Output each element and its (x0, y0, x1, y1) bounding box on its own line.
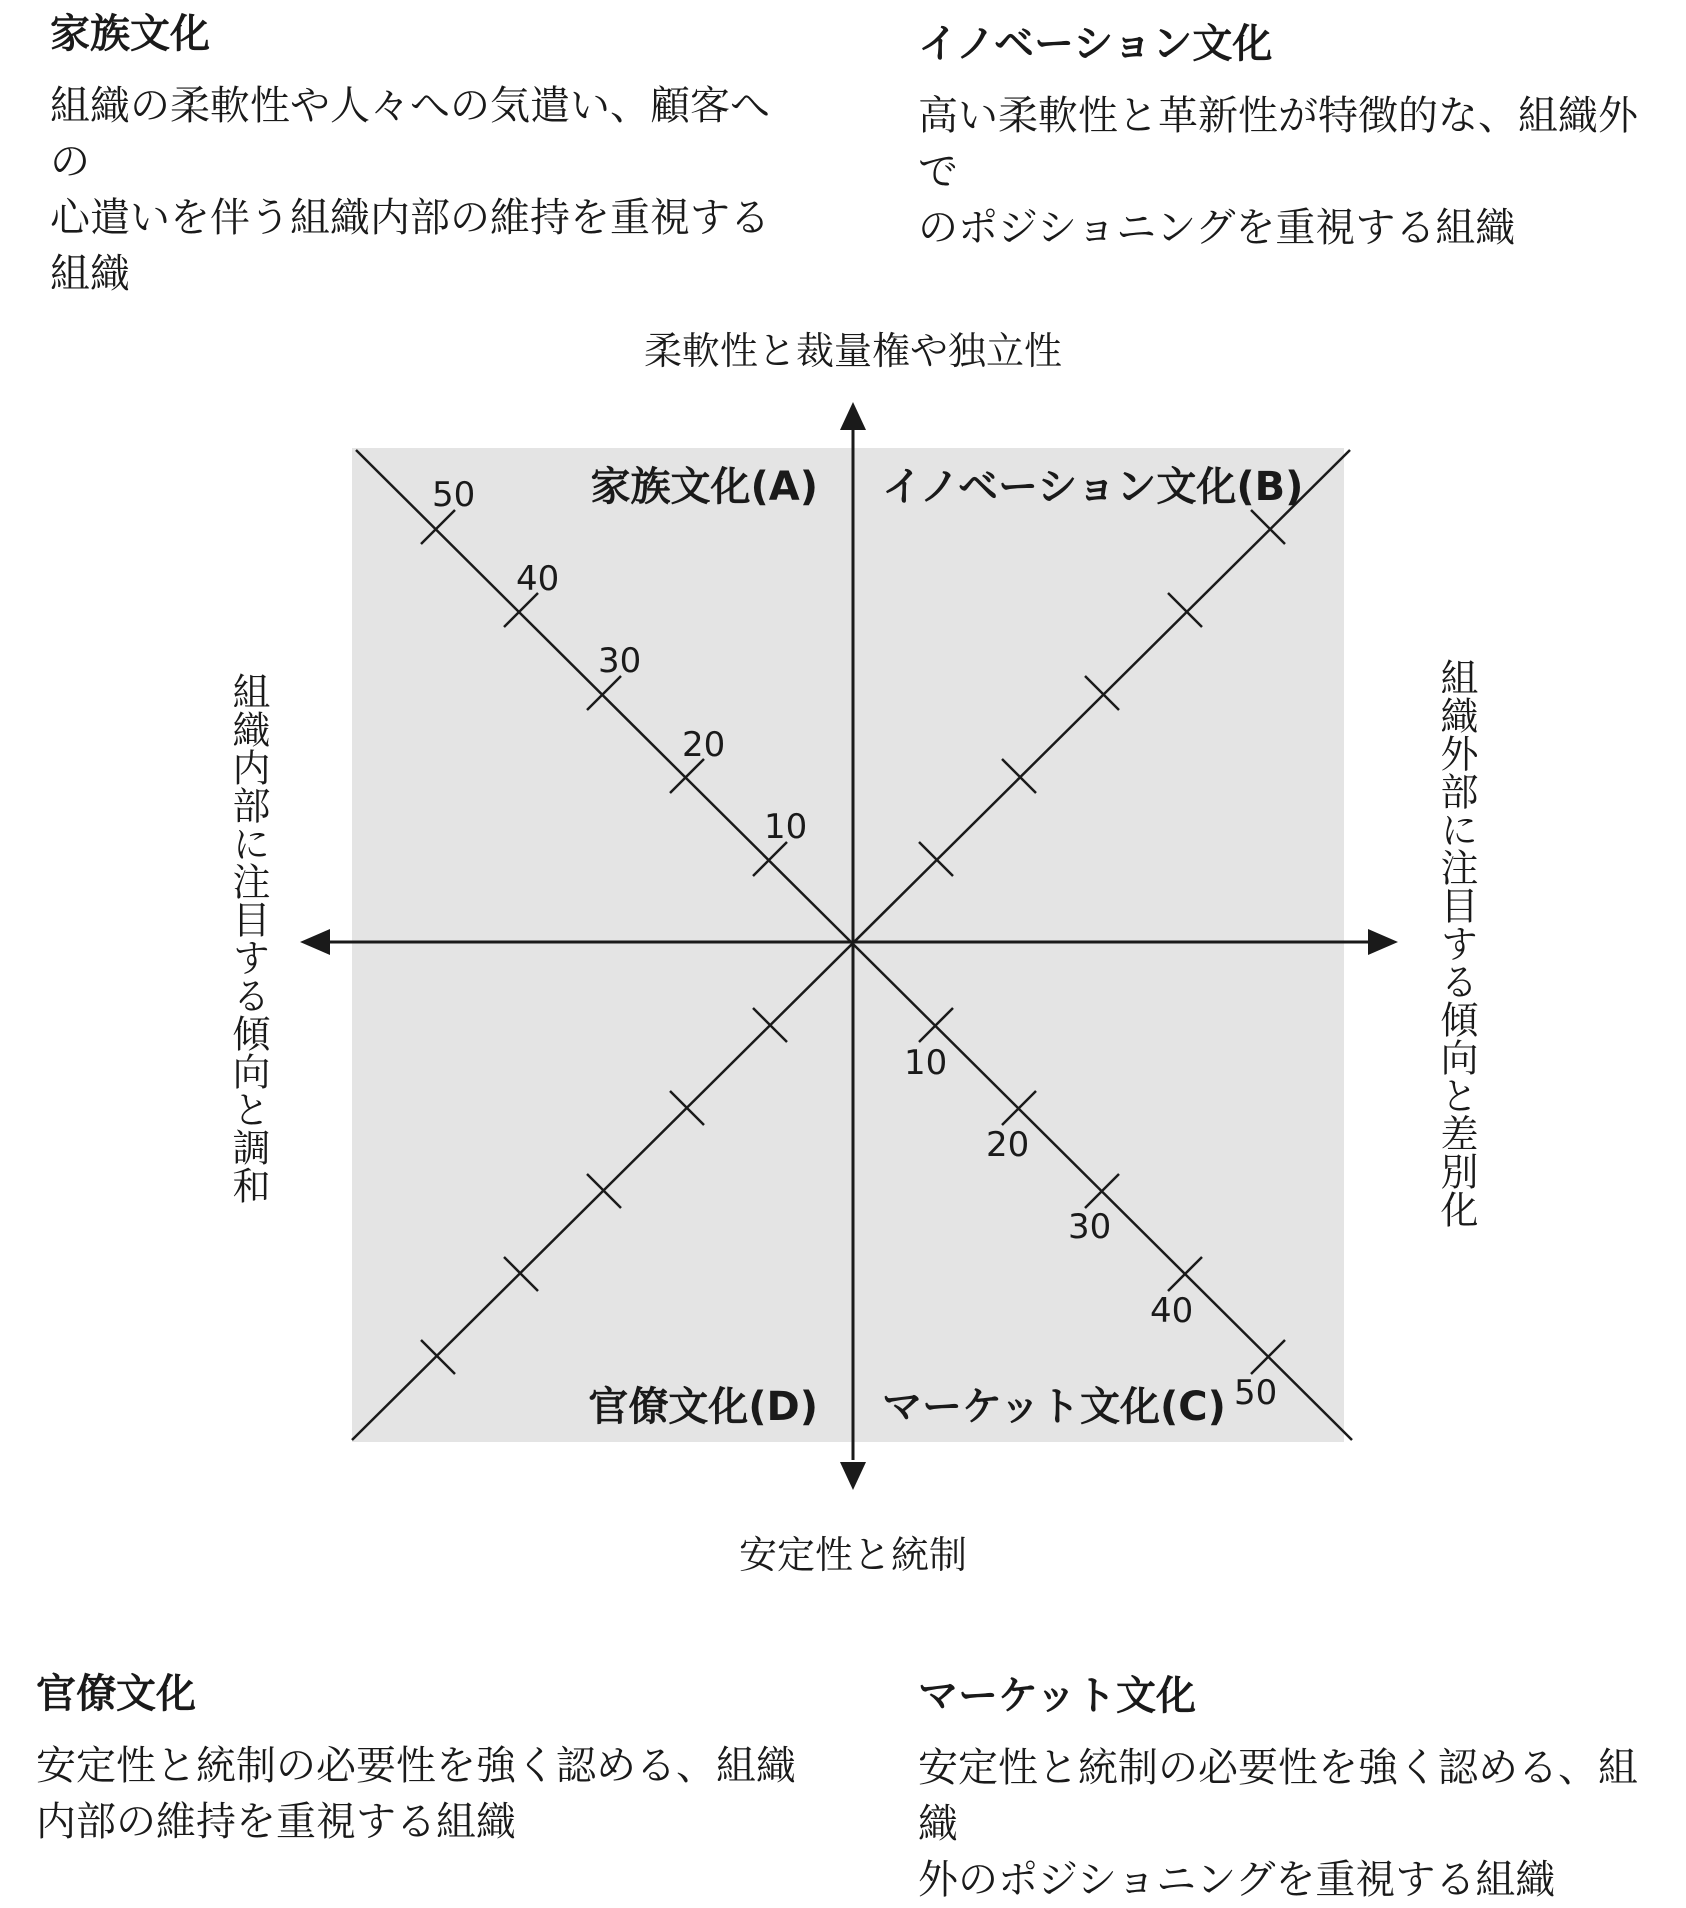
bureaucracy-culture-text (36, 1738, 796, 1850)
market-culture-description (918, 1670, 1658, 1908)
arrow-left-icon (300, 929, 330, 955)
desc-line: 組織 (50, 251, 130, 297)
quadrant-label-bureaucracy: 官僚文化(D) (588, 1384, 818, 1430)
axis-label-top: 柔軟性と裁量権や独立性 (643, 329, 1063, 373)
tick-label: 40 (516, 559, 560, 599)
tick-label: 10 (764, 807, 808, 847)
desc-line: 外のポジショニングを重視する組織 (918, 1857, 1556, 1903)
tick-label: 30 (598, 641, 642, 681)
tick-label: 20 (986, 1125, 1030, 1165)
arrow-up-icon (840, 402, 866, 430)
desc-line: 内部の維持を重視する組織 (36, 1799, 516, 1845)
tick-label: 30 (1068, 1207, 1112, 1247)
desc-line: 安定性と統制の必要性を強く認める、組織 (918, 1745, 1638, 1847)
tick-label: 20 (682, 725, 726, 765)
arrow-down-icon (840, 1462, 866, 1490)
tick-label: 50 (1234, 1373, 1278, 1413)
quadrant-label-innovation: イノベーション文化(B) (882, 464, 1304, 510)
desc-line: 高い柔軟性と革新性が特徴的な、組織外で (918, 93, 1638, 195)
bureaucracy-culture-title: 官僚文化 (36, 1671, 196, 1717)
desc-line: のポジショニングを重視する組織 (918, 205, 1516, 251)
innovation-culture-description (918, 18, 1658, 256)
market-culture-title: マーケット文化 (918, 1673, 1196, 1719)
axis-label-bottom: 安定性と統制 (738, 1533, 968, 1577)
tick-label: 40 (1150, 1291, 1194, 1331)
quadrant-label-family: 家族文化(A) (590, 464, 818, 510)
desc-line: 安定性と統制の必要性を強く認める、組織 (36, 1743, 796, 1789)
tick-label: 50 (432, 475, 476, 515)
innovation-culture-title: イノベーション文化 (918, 21, 1273, 67)
tick-label: 10 (904, 1043, 948, 1083)
bureaucracy-culture-description (36, 1668, 796, 1850)
desc-line: 組織の柔軟性や人々への気遣い、顧客への (50, 83, 770, 185)
family-culture-description (50, 8, 800, 302)
axis-label-left: 組織内部に注目する傾向と調和 (226, 672, 270, 1204)
family-culture-title: 家族文化 (50, 11, 210, 57)
family-culture-text (50, 78, 800, 302)
arrow-right-icon (1368, 929, 1398, 955)
desc-line: 心遣いを伴う組織内部の維持を重視する (50, 195, 770, 241)
culture-quadrant-diagram (0, 300, 1686, 1600)
axis-label-right: 組織外部に注目する傾向と差別化 (1434, 658, 1478, 1228)
quadrant-label-market: マーケット文化(C) (882, 1384, 1226, 1430)
innovation-culture-text (918, 88, 1658, 256)
market-culture-text (918, 1740, 1658, 1908)
